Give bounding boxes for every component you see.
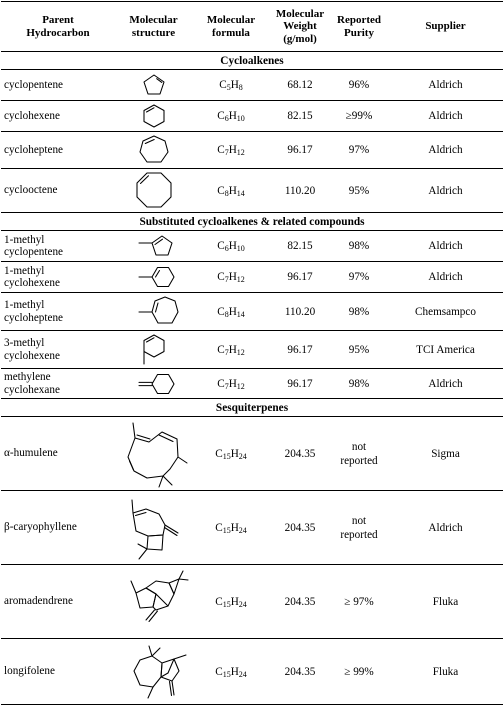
- section-header-row: [1, 399, 503, 417]
- supplier: Aldrich: [388, 231, 503, 262]
- hydrocarbon-name: aromadendrene: [1, 565, 115, 639]
- table-row: [1, 331, 503, 369]
- molecular-weight: 204.35: [270, 491, 330, 565]
- name-line-2: cyclopentene: [4, 246, 64, 258]
- supplier: Fluka: [388, 639, 503, 705]
- supplier: Aldrich: [388, 491, 503, 565]
- reported-purity: ≥ 97%: [330, 565, 388, 639]
- 1-methylcycloheptene-structure-icon: [115, 293, 192, 331]
- supplier: TCI America: [388, 331, 503, 369]
- purity-line-1: not: [351, 440, 367, 453]
- reported-purity: [330, 417, 388, 491]
- header-molecular-structure: Molecular structure: [115, 2, 192, 52]
- header-molecular-weight: Molecular Weight (g/mol): [270, 2, 330, 52]
- molecular-weight: 82.15: [270, 231, 330, 262]
- supplier: Chemsampco: [388, 293, 503, 331]
- table-row: [1, 491, 503, 565]
- header-molecular-formula: Molecular formula: [192, 2, 270, 52]
- hydrocarbon-name: [1, 369, 115, 399]
- molecular-formula: $C_{15}H_{24}$: [192, 565, 270, 639]
- name-line-1: 1-methyl: [4, 233, 45, 246]
- molecular-weight: 110.20: [270, 169, 330, 213]
- table-row: [1, 169, 503, 213]
- reported-purity: 98%: [330, 369, 388, 399]
- table-row: [1, 262, 503, 293]
- supplier: Aldrich: [388, 369, 503, 399]
- supplier: Aldrich: [388, 70, 503, 101]
- reported-purity: 96%: [330, 70, 388, 101]
- molecular-weight: 204.35: [270, 565, 330, 639]
- hydrocarbon-name: longifolene: [1, 639, 115, 705]
- molecular-formula: $C_8H_{14}$: [192, 169, 270, 213]
- table-row: [1, 293, 503, 331]
- beta-caryophyllene-structure-icon: [115, 491, 192, 565]
- name-line-1: 1-methyl: [4, 264, 45, 277]
- hydrocarbon-name: cyclopentene: [1, 70, 115, 101]
- molecular-formula: $C_7H_{12}$: [192, 132, 270, 169]
- molecular-weight: 96.17: [270, 369, 330, 399]
- reported-purity: 97%: [330, 262, 388, 293]
- header-parent-hydrocarbon: Parent Hydrocarbon: [1, 2, 115, 52]
- molecular-formula: $C_8H_{14}$: [192, 293, 270, 331]
- table-header-row: [1, 2, 503, 52]
- reported-purity: ≥99%: [330, 101, 388, 132]
- hydrocarbon-name: [1, 417, 115, 491]
- molecular-weight: 96.17: [270, 331, 330, 369]
- hydrocarbon-name: cyclohexene: [1, 101, 115, 132]
- supplier: Fluka: [388, 565, 503, 639]
- hydrocarbon-name: cyclooctene: [1, 169, 115, 213]
- hydrocarbon-name: [1, 331, 115, 369]
- table-row: [1, 369, 503, 399]
- molecular-weight: 82.15: [270, 101, 330, 132]
- hydrocarbon-name: [1, 231, 115, 262]
- name-text: -caryophyllene: [9, 521, 77, 534]
- molecular-weight: 110.20: [270, 293, 330, 331]
- name-line-2: cycloheptene: [4, 311, 64, 324]
- purity-line-2: reported: [340, 454, 378, 467]
- molecular-weight: 68.12: [270, 70, 330, 101]
- supplier: Sigma: [388, 417, 503, 491]
- cyclooctene-structure-icon: [115, 169, 192, 213]
- 3-methylcyclohexene-structure-icon: [115, 331, 192, 369]
- table-row: [1, 231, 503, 262]
- name-line-2: cyclohexane: [4, 383, 60, 396]
- molecular-weight: 96.17: [270, 132, 330, 169]
- supplier: Aldrich: [388, 101, 503, 132]
- molecular-formula: $C_{15}H_{24}$: [192, 491, 270, 565]
- table-row: [1, 132, 503, 169]
- cyclopentene-structure-icon: [115, 70, 192, 101]
- table-row: [1, 417, 503, 491]
- name-text: -humulene: [9, 447, 58, 460]
- molecular-formula: $C_{15}H_{24}$: [192, 639, 270, 705]
- molecular-weight: 96.17: [270, 262, 330, 293]
- header-supplier: Supplier: [388, 2, 503, 52]
- greek-prefix: α: [4, 447, 10, 460]
- name-line-2: cyclohexene: [4, 349, 60, 362]
- table-row: [1, 101, 503, 132]
- table-row: [1, 70, 503, 101]
- supplier: Aldrich: [388, 262, 503, 293]
- 1-methylcyclohexene-structure-icon: [115, 262, 192, 293]
- table-row: [1, 565, 503, 639]
- greek-prefix: β: [4, 521, 10, 534]
- hydrocarbon-name: [1, 262, 115, 293]
- reported-purity: 95%: [330, 169, 388, 213]
- molecular-formula: $C_{15}H_{24}$: [192, 417, 270, 491]
- hydrocarbon-properties-table: [1, 1, 503, 705]
- purity-line-2: reported: [340, 528, 378, 541]
- name-line-1: 1-methyl: [4, 299, 45, 311]
- reported-purity: 98%: [330, 293, 388, 331]
- molecular-formula: $C_7H_{12}$: [192, 369, 270, 399]
- name-line-1: 3-methyl: [4, 337, 45, 349]
- 1-methylcyclopentene-structure-icon: [115, 231, 192, 262]
- name-line-2: cyclohexene: [4, 277, 60, 289]
- molecular-formula: $C_5H_8$: [192, 70, 270, 101]
- supplier: Aldrich: [388, 132, 503, 169]
- molecular-formula: $C_6H_{10}$: [192, 231, 270, 262]
- reported-purity: 95%: [330, 331, 388, 369]
- cycloheptene-structure-icon: [115, 132, 192, 169]
- molecular-formula: $C_6H_{10}$: [192, 101, 270, 132]
- reported-purity: 98%: [330, 231, 388, 262]
- section-header-row: [1, 52, 503, 70]
- section-title-substituted-cycloalkenes: Substituted cycloalkenes & related compounds: [1, 213, 503, 231]
- alpha-humulene-structure-icon: [115, 417, 192, 491]
- hydrocarbon-name: [1, 293, 115, 331]
- molecular-weight: 204.35: [270, 417, 330, 491]
- molecular-weight: 204.35: [270, 639, 330, 705]
- cyclohexene-structure-icon: [115, 101, 192, 132]
- section-title-cycloalkenes: Cycloalkenes: [1, 52, 503, 70]
- section-title-sesquiterpenes: Sesquiterpenes: [1, 399, 503, 417]
- header-reported-purity: Reported Purity: [330, 2, 388, 52]
- molecular-formula: $C_7H_{12}$: [192, 331, 270, 369]
- supplier: Aldrich: [388, 169, 503, 213]
- section-header-row: [1, 213, 503, 231]
- hydrocarbon-name: [1, 491, 115, 565]
- hydrocarbon-name: cycloheptene: [1, 132, 115, 169]
- methylenecyclohexane-structure-icon: [115, 369, 192, 399]
- reported-purity: 97%: [330, 132, 388, 169]
- reported-purity: [330, 491, 388, 565]
- aromadendrene-structure-icon: [115, 565, 192, 639]
- name-line-1: methylene: [4, 371, 51, 383]
- purity-line-1: not: [351, 514, 367, 527]
- molecular-formula: $C_7H_{12}$: [192, 262, 270, 293]
- reported-purity: ≥ 99%: [330, 639, 388, 705]
